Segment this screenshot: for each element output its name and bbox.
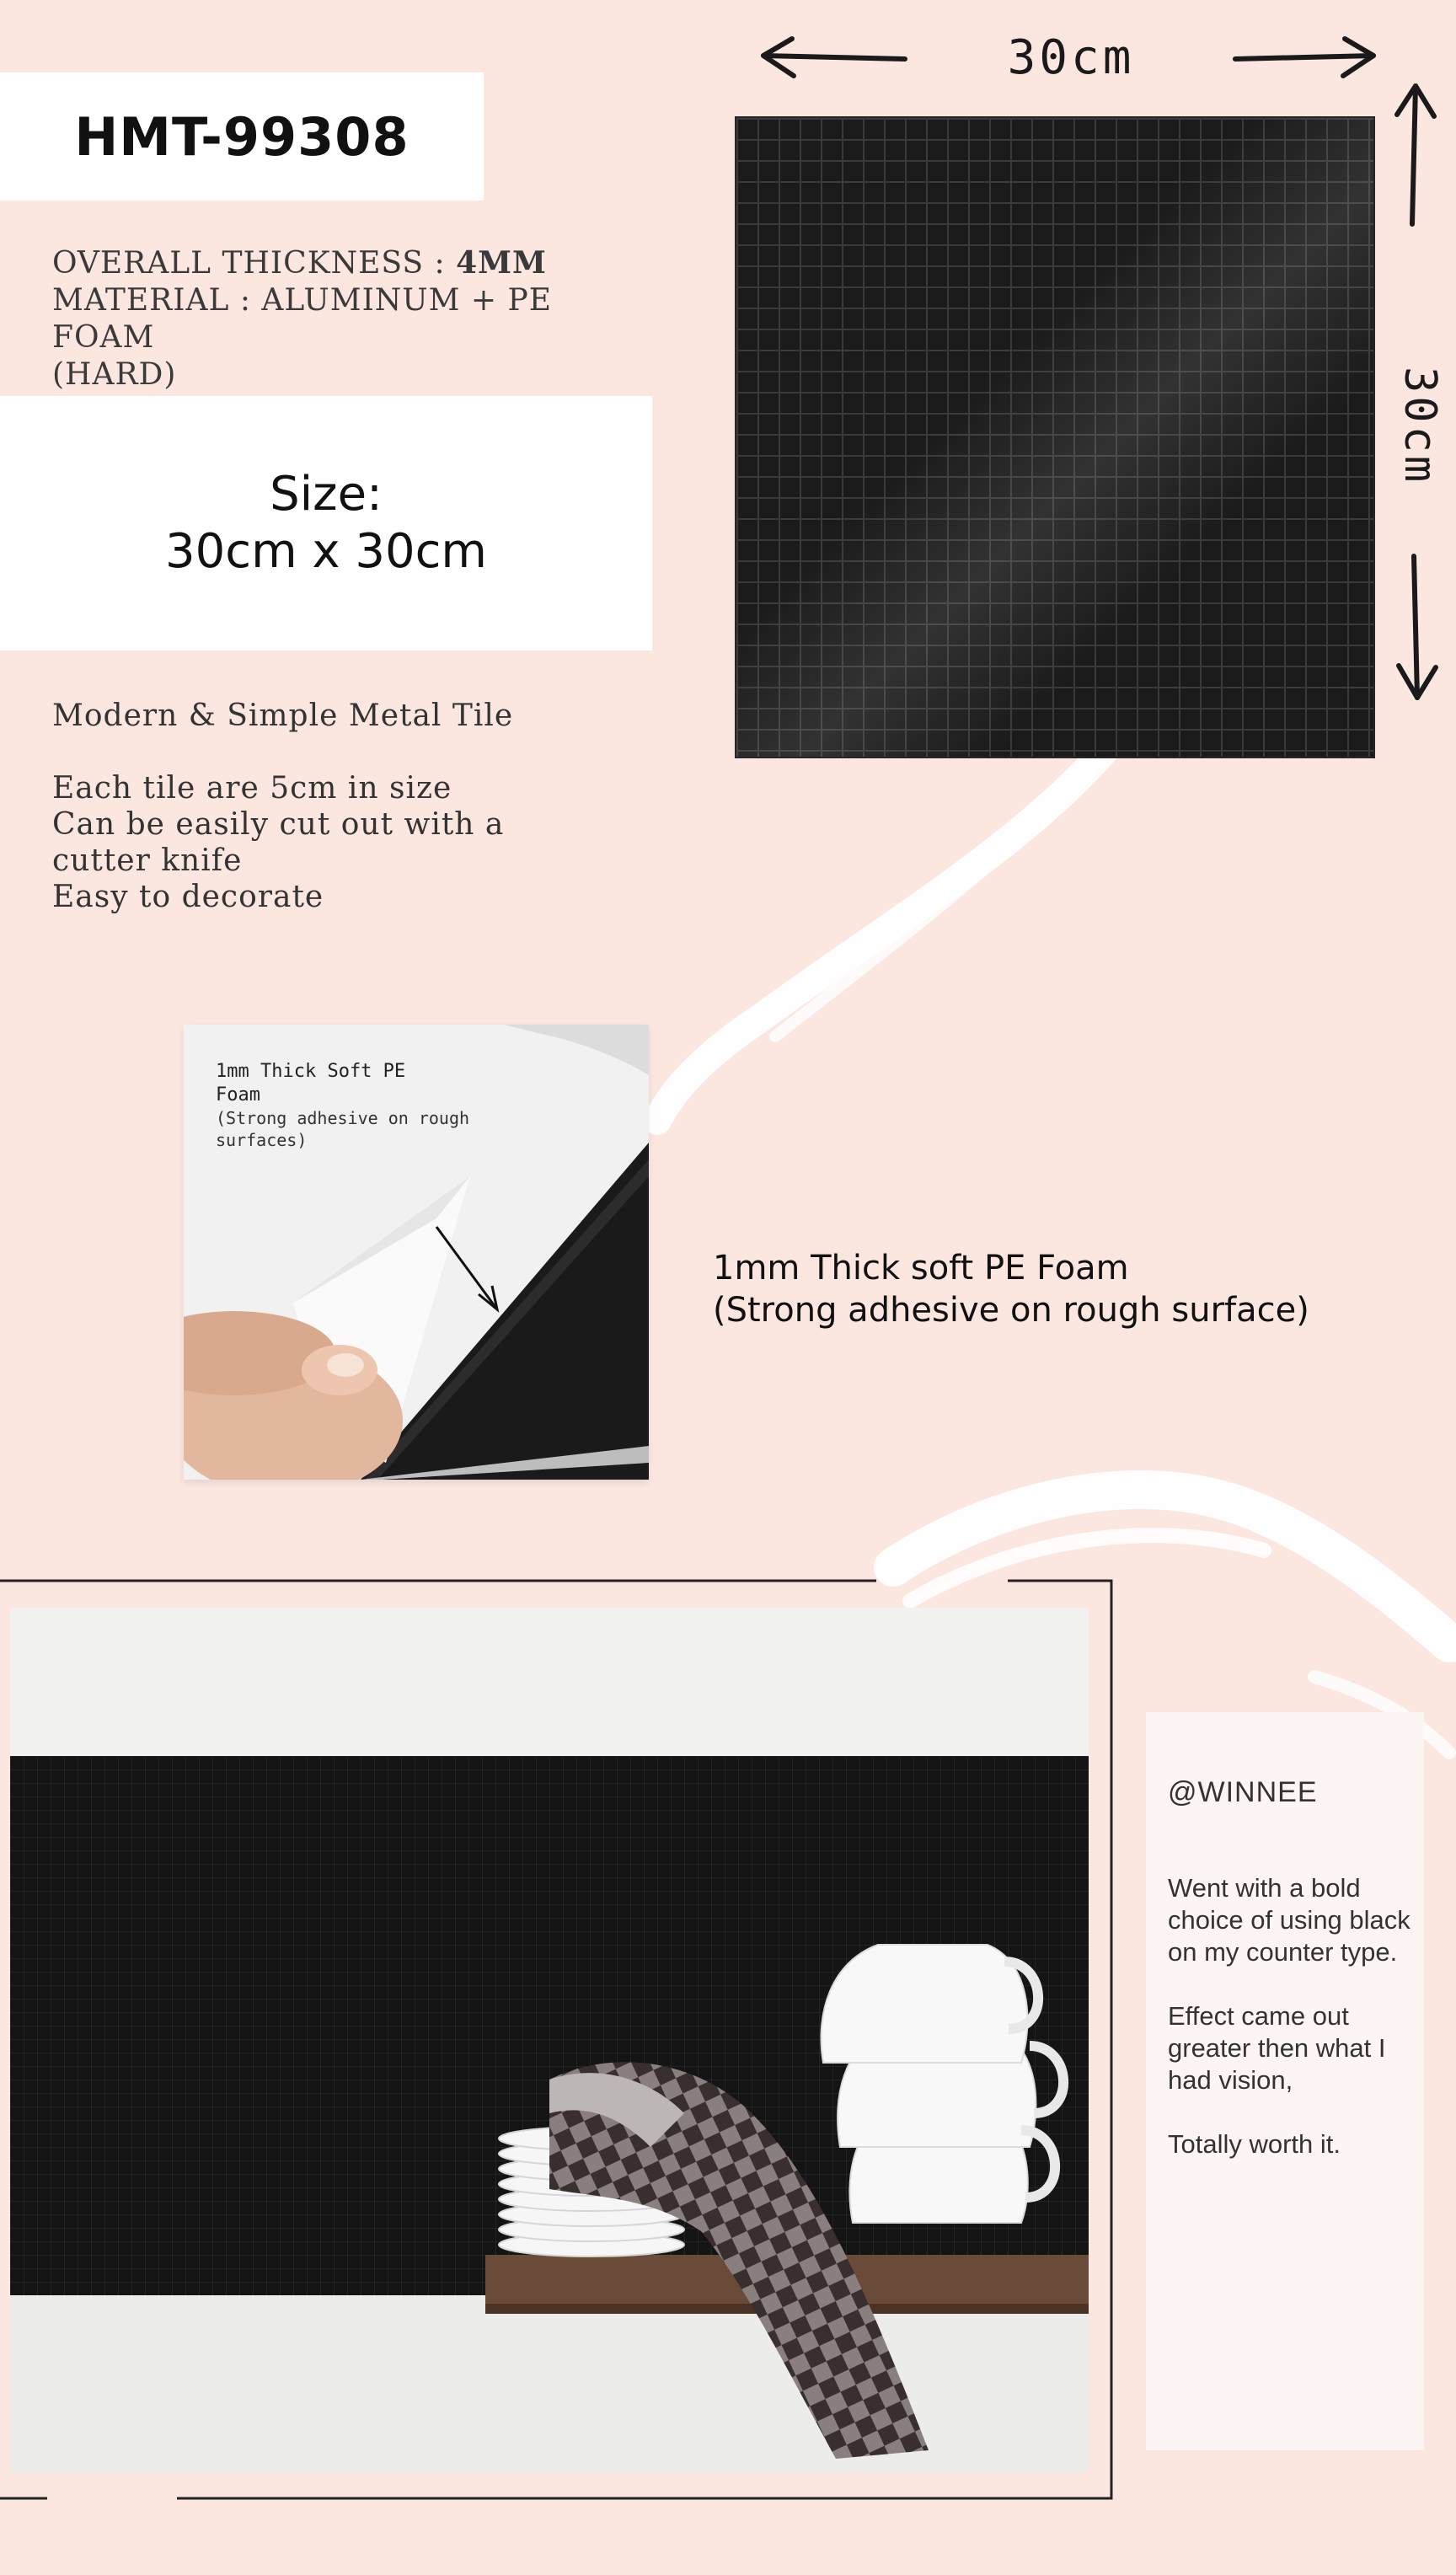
foam-caption-line-2: (Strong adhesive on rough surface) [713, 1291, 1309, 1330]
thickness-value: 4MM [456, 245, 547, 281]
kitchen-illustration [10, 1608, 1089, 2472]
review-paragraph-1: Went with a bold choice of using black on my counter type. [1168, 1873, 1410, 1967]
product-code: HMT-99308 [74, 105, 410, 168]
height-label: 30cm [1394, 367, 1445, 486]
material-line-1: MATERIAL : ALUMINUM + PE FOAM [52, 283, 553, 355]
foam-backing-photo [184, 1025, 649, 1480]
description-item: Easy to decorate [52, 880, 324, 914]
foam-note-line-1: 1mm Thick Soft PE [216, 1061, 406, 1082]
foam-handwritten-note [216, 1060, 494, 1151]
thickness-line [52, 244, 659, 282]
customer-review-card [1146, 1712, 1424, 2450]
foam-caption-line-1: 1mm Thick soft PE Foam [713, 1249, 1129, 1288]
description-item: Each tile are 5cm in size [52, 771, 452, 806]
foam-note-line-4: surfaces) [216, 1130, 308, 1150]
kitchen-scene-photo [10, 1608, 1089, 2472]
tile-product-image [736, 118, 1373, 757]
height-dimension [1382, 76, 1449, 716]
material-line-2: (HARD) [52, 357, 177, 392]
width-dimension [755, 30, 1382, 89]
thickness-label: OVERALL THICKNESS : [52, 246, 457, 281]
foam-note-line-2: Foam [216, 1084, 260, 1105]
size-value: 30cm x 30cm [165, 524, 487, 579]
review-paragraph-3: Totally worth it. [1168, 2129, 1341, 2159]
review-body [1168, 1872, 1417, 2192]
description-headline: Modern & Simple Metal Tile [52, 699, 514, 733]
description-block [52, 698, 558, 915]
product-code-box [0, 72, 484, 201]
review-handle: @WINNEE [1168, 1776, 1318, 1808]
size-label: Size: [270, 467, 383, 522]
description-item: cutter knife [52, 843, 243, 878]
foam-note-line-3: (Strong adhesive on rough [216, 1108, 470, 1128]
size-box [0, 396, 652, 650]
specs-block [52, 244, 659, 393]
width-label: 30cm [1007, 30, 1135, 85]
description-item: Can be easily cut out with a [52, 807, 505, 842]
foam-caption [713, 1247, 1404, 1331]
review-paragraph-2: Effect came out greater then what I had vision, [1168, 2001, 1386, 2095]
